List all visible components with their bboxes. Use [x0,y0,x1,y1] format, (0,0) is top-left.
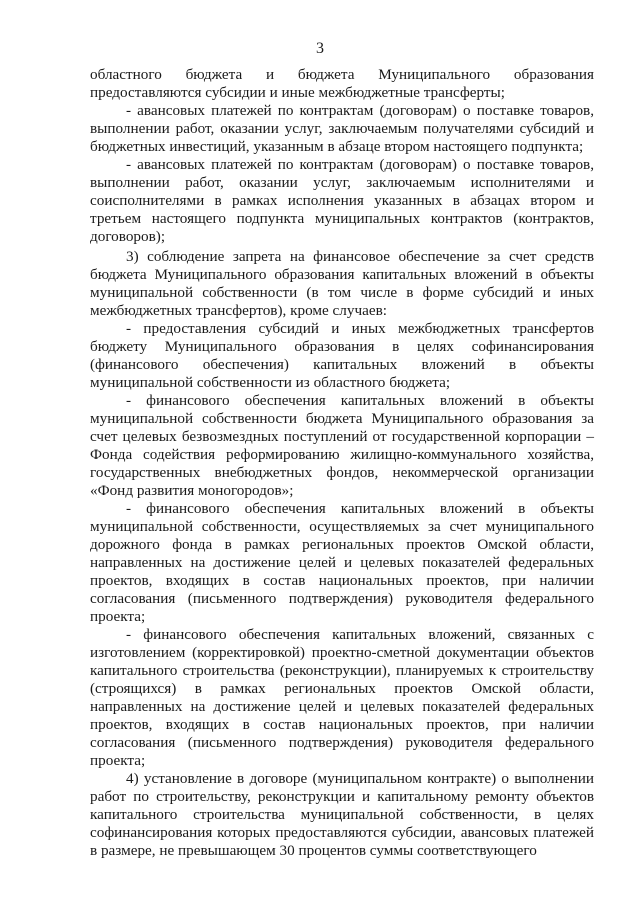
document-body [90,66,594,860]
paragraph-9: 4) установление в договоре (муниципальном контракте) о выполнении работ по строительству, реконструкции и капитальному ремонту объектов капитального строительства муниципальной собственности, в целях софинансирования которых предоставляются субсидии, авансовых платежей в размере, не превышающем 30 процентов суммы соответствующего [90,770,594,859]
paragraph-7: - финансового обеспечения капитальных вложений в объекты муниципальной собственности, осуществляемых за счет муниципального дорожного фонда в рамках региональных проектов Омской области, направленных на достижение целей и целевых показателей федеральных проектов, входящих в состав национальных проектов, при наличии согласования (письменного подтверждения) руководителя федерального проекта; [90,500,594,625]
paragraph-3: - авансовых платежей по контрактам (договорам) о поставке товаров, выполнении работ, оказании услуг, заключаемым исполнителями и соисполнителями в рамках исполнения указанных в абзацах втором и третьем настоящего подпункта муниципальных контрактов (контрактов, договоров); [90,156,594,245]
paragraph-4: 3) соблюдение запрета на финансовое обеспечение за счет средств бюджета Муниципального образования капитальных вложений в объекты муниципальной собственности (в том числе в форме субсидий и иных межбюджетных трансфертов), кроме случаев: [90,248,594,319]
paragraph-6: - финансового обеспечения капитальных вложений в объекты муниципальной собственности бюджета Муниципального образования за счет целевых безвозмездных поступлений от государственной корпорации – Фонда содействия реформированию жилищно-коммунального хозяйства, государственных внебюджетных фондов, некоммерческой организации «Фонд развития моногородов»; [90,392,594,499]
paragraph-1: областного бюджета и бюджета Муниципального образования предоставляются субсидии и иные межбюджетные трансферты; [90,66,594,101]
paragraph-5: - предоставления субсидий и иных межбюджетных трансфертов бюджету Муниципального образования в целях софинансирования (финансового обеспечения) капитальных вложений в объекты муниципальной собственности из областного бюджета; [90,320,594,391]
paragraph-8: - финансового обеспечения капитальных вложений, связанных с изготовлением (корректировкой) проектно-сметной документации объектов капитального строительства (реконструкции), планируемых к строительству (строящихся) в рамках региональных проектов Омской области, направленных на достижение целей и целевых показателей федеральных проектов, входящих в состав национальных проектов, при наличии согласования (письменного подтверждения) руководителя федерального проекта; [90,626,594,769]
paragraph-2: - авансовых платежей по контрактам (договорам) о поставке товаров, выполнении работ, оказании услуг, заключаемым получателями субсидий и бюджетных инвестиций, указанным в абзаце втором настоящего подпункта; [90,102,594,155]
page-number: 3 [316,40,324,57]
